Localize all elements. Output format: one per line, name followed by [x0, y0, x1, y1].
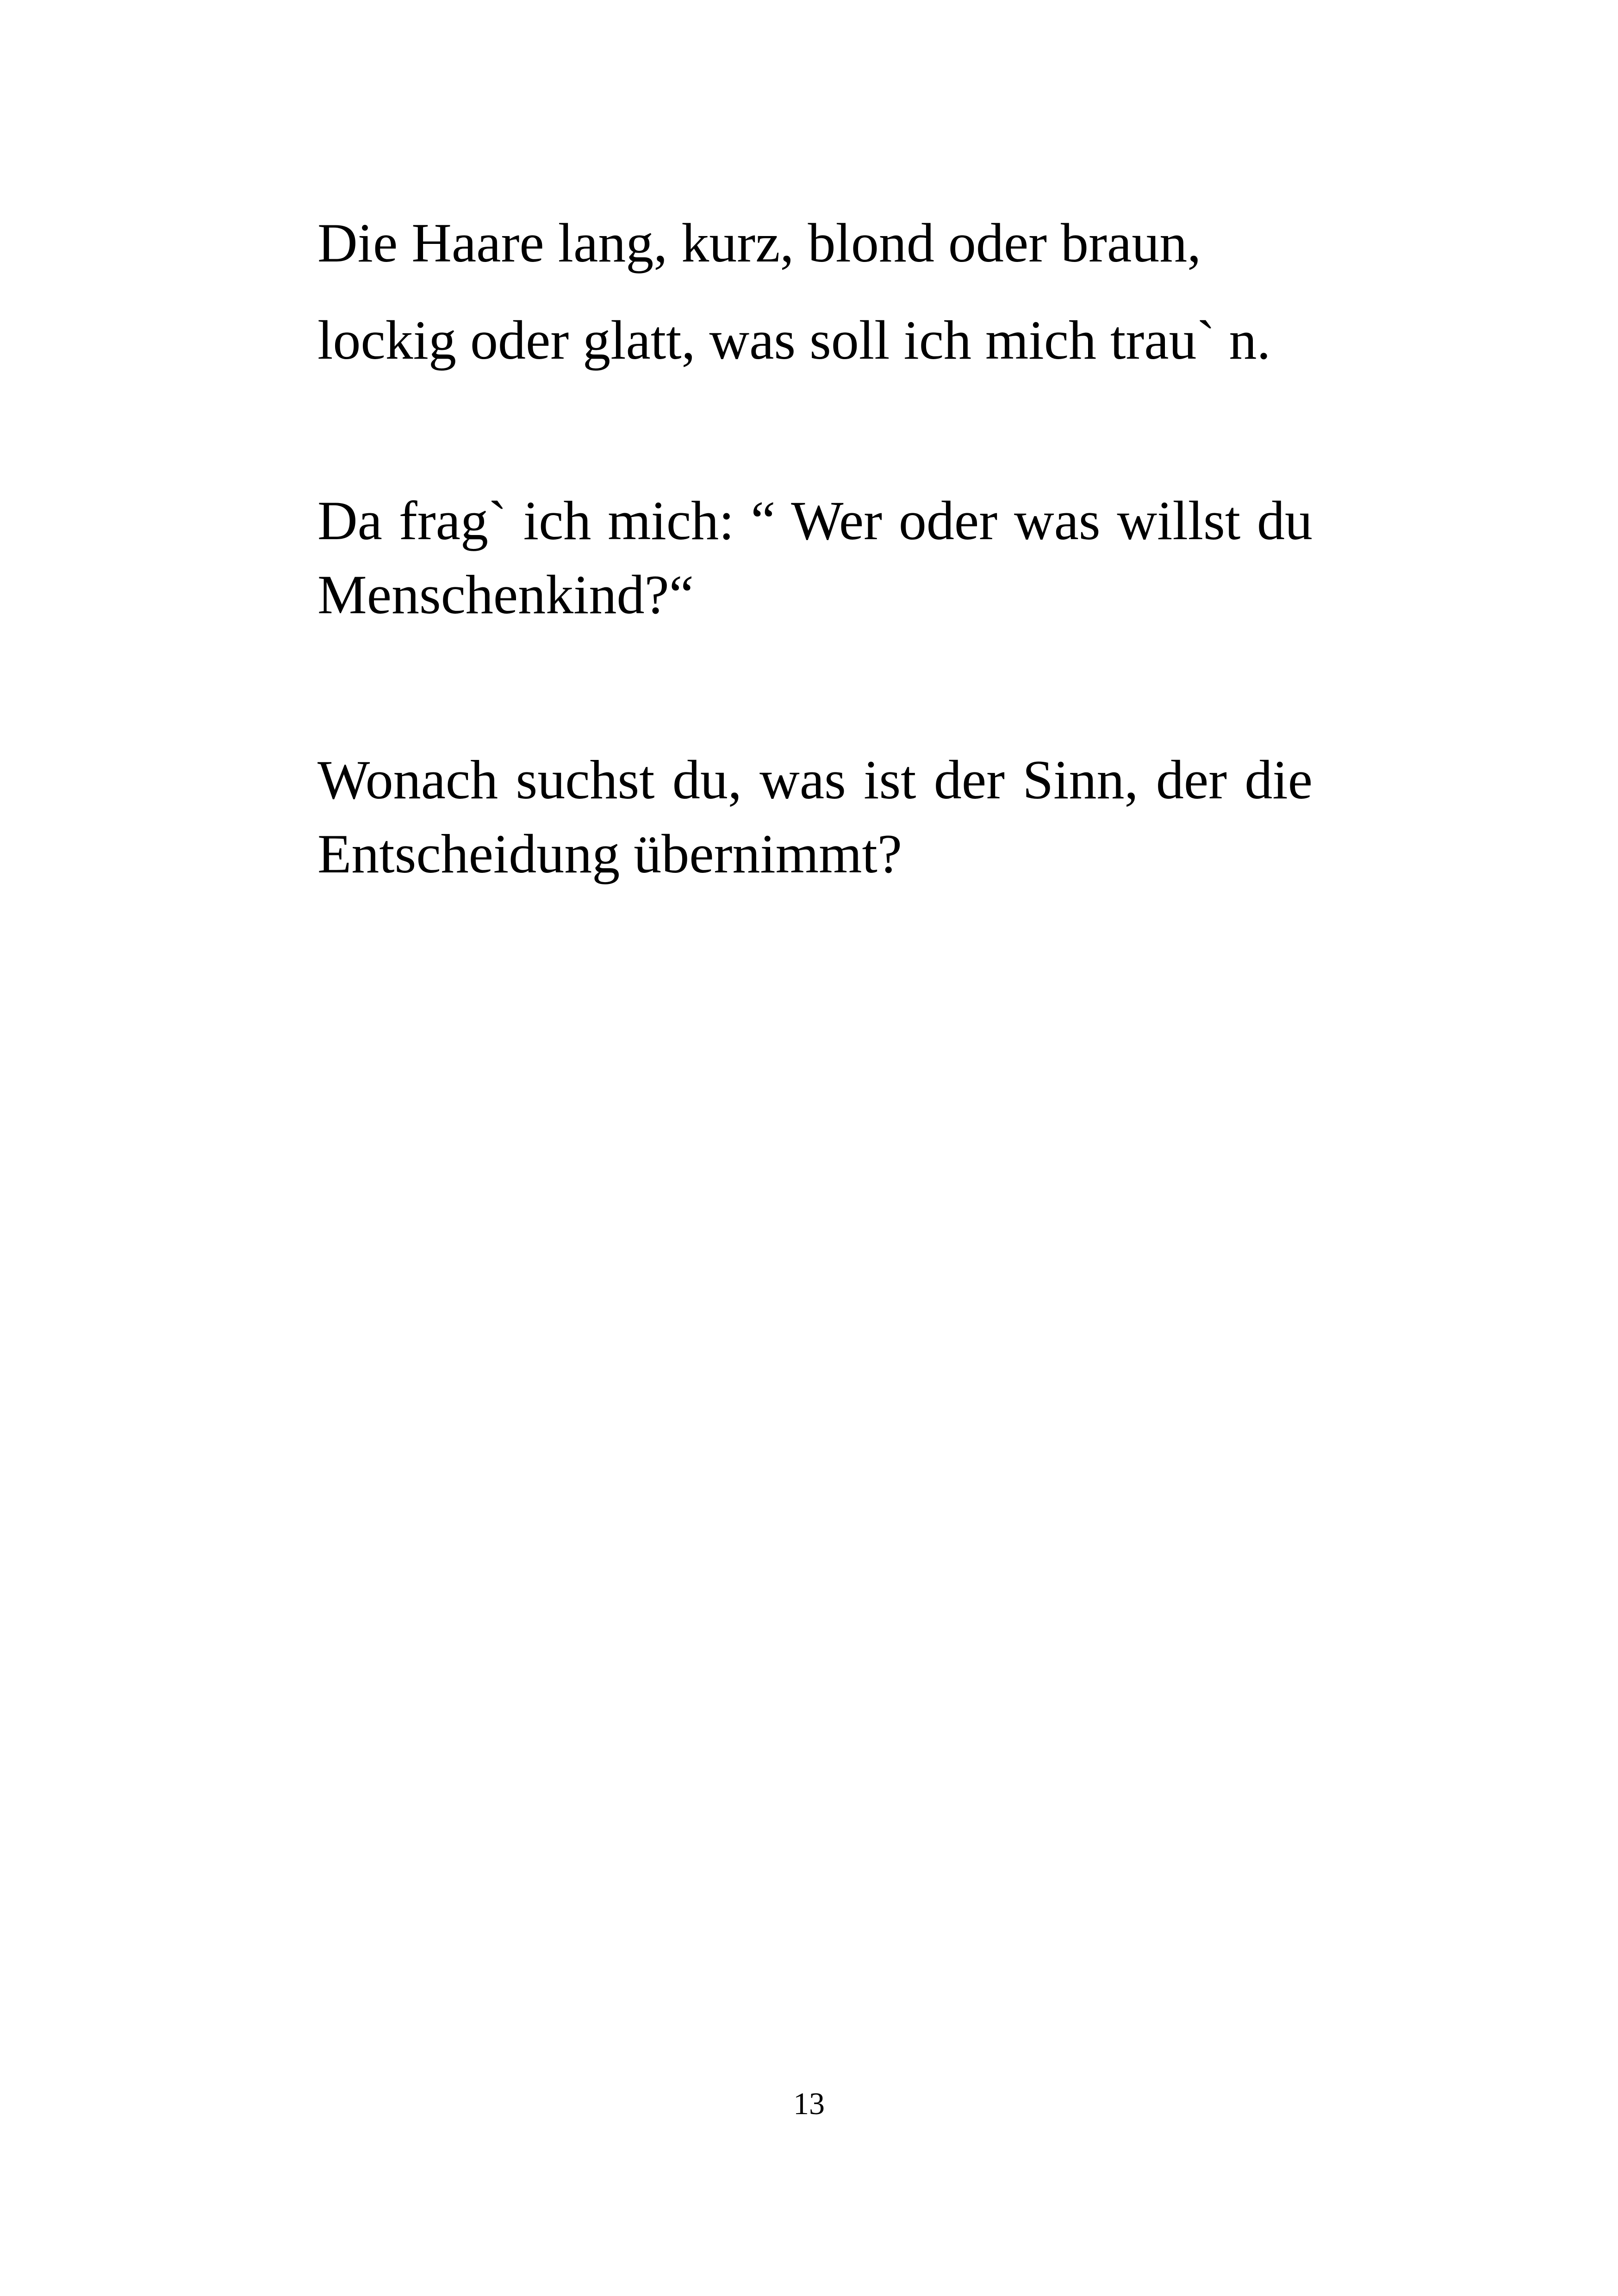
stanza-2: Da frag` ich mich: “ Wer oder was willst du Menschenkind?“ [317, 490, 1313, 625]
text-line: lockig oder glatt, was soll ich mich trau` n. [317, 309, 1271, 371]
stanza-1-line-2 [317, 303, 1313, 377]
page-number: 13 [793, 2086, 825, 2121]
stanza-3: Wonach suchst du, was ist der Sinn, der die Entscheidung übernimmt? [317, 749, 1313, 884]
stanza-1-line-1 [317, 206, 1313, 280]
text-line: Die Haare lang, kurz, blond oder braun, [317, 212, 1201, 274]
